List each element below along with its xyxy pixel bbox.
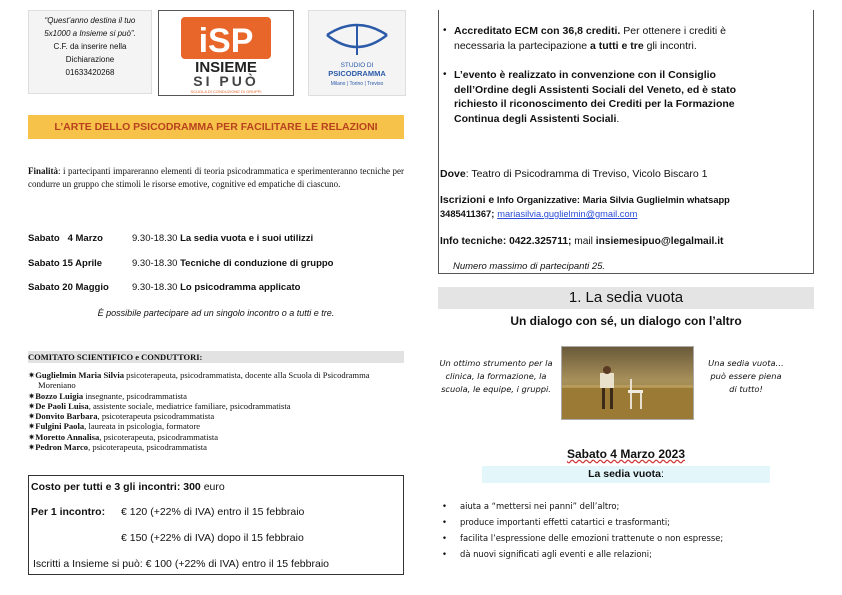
studio-logo-line2: PSICODRAMMA [328, 69, 386, 78]
schedule-time: 9.30-18.30 [132, 233, 178, 244]
schedule-date: Sabato 4 Marzo [28, 233, 103, 244]
insieme-si-puo-logo [158, 10, 294, 96]
section-title: 1. La sedia vuota [438, 287, 814, 309]
quote-right-line: può essere piena [710, 371, 782, 381]
topic-heading [482, 466, 770, 483]
donation-line-2: 5x1000 a Insieme si può”. [44, 29, 136, 38]
donation-tax-code: 01633420268 [65, 68, 115, 77]
point-text: aiuta a “mettersi nei panni” dell’altro; [460, 501, 620, 511]
member-name: Fulgini Paola [35, 421, 85, 432]
member-bullet-icon: ✷ [28, 390, 36, 401]
empty-chair-image [562, 347, 694, 420]
cost-all-label: Costo per tutti e 3 gli incontri: 300 [31, 481, 201, 493]
schedule-title: Tecniche di conduzione di gruppo [180, 258, 334, 269]
member-bullet-icon: ✷ [28, 442, 36, 453]
finalita-text: : i partecipanti impareranno elementi di teoria psicodrammatica e sperimenteranno tecniche per condurre un gruppo che stimoli le risorse emotive, cognitive ed empatiche di ciascuno. [28, 166, 404, 189]
ecm-text-2b: a tutti e tre [590, 39, 644, 52]
member-desc: psicoterapeuta, psicodrammatista, docente alla Scuola di Psicodramma Moreniano [38, 370, 370, 391]
isp-logo-letters: iSP [198, 22, 254, 60]
schedule-title: Lo psicodramma applicato [180, 282, 301, 293]
convention-line-4: Continua degli Assistenti Sociali [454, 112, 617, 125]
bullet-icon: • [442, 517, 447, 527]
studio-psicodramma-logo [308, 10, 406, 96]
section-subtitle: Un dialogo con sé, un dialogo con l’altro [510, 314, 742, 328]
member-desc: , assistente sociale, mediatrice familiare, psicodrammatista [88, 400, 291, 411]
member-bullet-icon: ✷ [28, 421, 36, 432]
list-item [28, 391, 404, 401]
point-text: dà nuovi significati agli eventi e alle relazioni; [460, 549, 652, 559]
list-item [438, 533, 723, 543]
location-label: Dove [440, 168, 466, 180]
cost-members: Iscritti a Insieme si può: € 100 (+22% di IVA) entro il 15 febbraio [33, 558, 329, 570]
ecm-bold: Accreditato ECM con 36,8 crediti. [454, 25, 621, 37]
member-name: Pedron Marco [35, 442, 89, 453]
donation-box [28, 10, 152, 94]
registration-label: Iscrizioni e [440, 194, 495, 206]
member-desc: , laureata in psicologia, formatore [84, 421, 201, 432]
member-bullet-icon: ✷ [28, 400, 36, 411]
list-item [438, 517, 670, 527]
member-bullet-icon: ✷ [28, 370, 36, 380]
bullet-icon: • [442, 501, 447, 511]
title-banner: L’ARTE DELLO PSICODRAMMA PER FACILITARE LE RELAZIONI [28, 115, 404, 139]
member-desc: , psicoterapeuta, psicodrammatista [99, 431, 219, 442]
registration-phone: 3485411367; [440, 209, 495, 219]
donation-line-4: Dichiarazione [65, 55, 115, 64]
member-name: Donvito Barbara [35, 411, 98, 422]
schedule-date: Sabato 20 Maggio [28, 282, 109, 293]
schedule-time: 9.30-18.30 [132, 258, 178, 269]
info-box [438, 10, 814, 274]
studio-logo-cities: Milano | Torino | Treviso [330, 81, 384, 87]
bullet-icon: • [443, 25, 447, 36]
location-text: : Teatro di Psicodramma di Treviso, Vicolo Biscaro 1 [465, 168, 708, 180]
list-item [28, 370, 404, 391]
convention-paragraph [454, 68, 809, 126]
list-item [28, 401, 404, 411]
convention-dot: . [616, 112, 620, 125]
studio-logo-graphic [309, 11, 405, 95]
session-date-text: Sabato 4 Marzo 2023 [566, 447, 686, 461]
list-item [28, 442, 404, 452]
donation-line-1: “Quest’anno destina il tuo [44, 16, 136, 25]
tech-info-mail-label: mail [571, 236, 596, 247]
quote-right [696, 357, 796, 396]
schedule-row [28, 282, 300, 293]
donation-line-3: C.F. da inserire nella [53, 42, 127, 51]
isp-logo-graphic [159, 11, 293, 95]
isp-logo-word1: INSIEME [195, 59, 257, 76]
member-name: Guglielmin Maria Silvia [35, 370, 125, 380]
member-desc: insegnante, psicodrammatista [83, 390, 188, 401]
quote-right-line: Una sedia vuota… [708, 358, 784, 368]
registration-email-link[interactable]: mariasilvia.guglielmin@gmail.com [497, 209, 638, 219]
bullet-icon: • [443, 69, 447, 80]
list-item [438, 549, 652, 559]
schedule-note: È possibile partecipare ad un singolo incontro o a tutti e tre. [97, 308, 335, 318]
quote-right-line: di tutto! [729, 384, 763, 394]
registration-text: Info Organizzative: Maria Silvia Guglielmin whatsapp [494, 195, 730, 205]
list-item [438, 501, 619, 511]
cost-one-label: Per 1 incontro: [31, 506, 106, 518]
cost-all-line [31, 481, 225, 493]
convention-line-3: richiesto il riconoscimento dei Crediti per la Formazione [454, 98, 735, 110]
schedule-time: 9.30-18.30 [132, 282, 178, 293]
member-name: Bozzo Luigia [35, 390, 84, 401]
member-desc: , psicoterapeuta, psicodrammatista [88, 442, 207, 453]
convention-line-2: dell’Ordine degli Assistenti Sociali del Veneto, ed è stato [454, 83, 737, 96]
finalita-label: Finalità [28, 166, 59, 176]
ecm-text-2c: gli incontri. [643, 39, 697, 52]
tech-info-line [440, 235, 723, 250]
comitato-heading: COMITATO SCIENTIFICO e CONDUTTORI: [28, 351, 404, 363]
point-text: produce importanti effetti catartici e trasformanti; [460, 517, 670, 527]
quote-left-line: scuola, le equipe, i gruppi. [441, 384, 551, 394]
member-bullet-icon: ✷ [28, 431, 36, 442]
max-participants: Numero massimo di partecipanti 25. [453, 261, 606, 272]
list-item [28, 421, 404, 431]
bullet-icon: • [442, 549, 447, 559]
member-name: Moretto Annalisa [35, 431, 100, 442]
finalita-paragraph [28, 165, 404, 190]
ecm-paragraph [454, 24, 809, 53]
cost-box [28, 475, 404, 575]
member-name: De Paoli Luisa [35, 400, 89, 411]
location-line [440, 167, 708, 182]
list-item [28, 432, 404, 442]
topic-text: La sedia vuota [588, 468, 662, 480]
quote-left [432, 357, 560, 396]
ecm-text-1: Per ottenere i crediti è [620, 25, 726, 37]
isp-logo-word2: SI PUÒ [193, 73, 259, 89]
cost-all-suffix: euro [200, 481, 225, 493]
member-desc: , psicoterapeuta psicodrammatista [97, 411, 215, 422]
convention-line-1: L’evento è realizzato in convenzione con il Consiglio [454, 69, 716, 81]
point-text: facilita l’espressione delle emozioni trattenute o non espresse; [460, 533, 724, 543]
isp-logo-tagline: SCUOLA DI CONDUZIONE DI GRUPPI [190, 89, 262, 94]
list-item [28, 411, 404, 421]
schedule-title: La sedia vuota e i suoi utilizzi [180, 233, 314, 244]
empty-chair-photo [561, 346, 694, 420]
tech-info-label: Info tecniche: [440, 236, 507, 247]
registration-block [440, 193, 812, 221]
bullet-icon: • [442, 533, 447, 543]
quote-left-line: clinica, la formazione, la [445, 371, 547, 381]
tech-info-email: insiemesipuo@legalmail.it [595, 236, 724, 247]
schedule-row [28, 258, 333, 269]
schedule-row [28, 233, 313, 244]
member-bullet-icon: ✷ [28, 411, 36, 422]
members-list [28, 370, 404, 452]
cost-one-late: € 150 (+22% di IVA) dopo il 15 febbraio [121, 532, 304, 544]
schedule-date: Sabato 15 Aprile [28, 258, 103, 269]
cost-one-early: € 120 (+22% di IVA) entro il 15 febbraio [121, 506, 305, 518]
studio-logo-line1: STUDIO DI [340, 62, 374, 69]
quote-left-line: Un ottimo strumento per la [439, 358, 553, 368]
session-date [438, 447, 814, 461]
ecm-text-2a: necessaria la partecipazione [454, 39, 590, 52]
topic-colon: : [661, 468, 664, 480]
tech-info-phone: 0422.325711; [506, 236, 572, 247]
